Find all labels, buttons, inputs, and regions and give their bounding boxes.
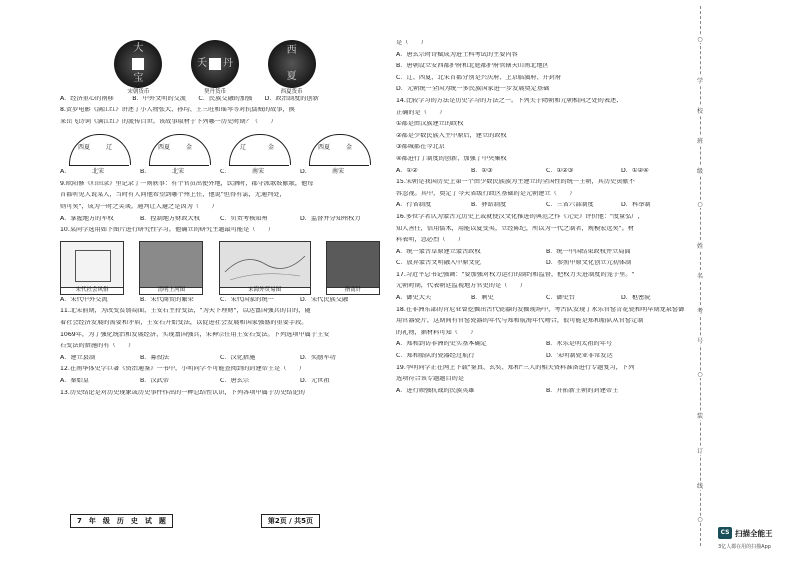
right-column [396, 40, 696, 399]
q9-options: A．掌握地方的军权 B．控制地方财政大权 C．负责考核知州 D．监督并分知州权力 [60, 215, 361, 222]
binding-label: 订 [694, 446, 706, 455]
coin-icon: 大 宝 [114, 40, 162, 88]
q12-options: A．秦始皇 B．汉武帝 C．唐玄宗 D．元世祖 [60, 378, 330, 384]
coin-caption: 契丹货币 [203, 89, 226, 95]
scanner-tagline: 3亿人都在用的扫描App [718, 544, 771, 550]
map-option-b: 西夏 金 北宋 [149, 134, 211, 165]
q14-line: 14.比较学习的方法是历史学习的方法之一。下列关于隋朝和元朝相同之处的表述, [396, 97, 619, 104]
binding-circle: ○ [694, 516, 706, 523]
q14-options: A．①② B．①③ C．①②③ D．①②④ [396, 167, 649, 174]
binding-circle: ○ [694, 371, 706, 378]
q13-option: B．唐朝设立安西都护府和北庭都护府管辖天山南北地区 [396, 63, 549, 70]
q16-options-cd: C．放弃蒙古文明融入中原文化 D．参照中原文化创立元初体制 [396, 260, 632, 267]
q18-options-ab: A．郑和到访非洲的史实基本确定 B．永乐是明太祖的年号 [396, 341, 613, 348]
q15-line: 容忽视。其中，奠定了今天省级行政区基础的是元朝建立（ ） [396, 190, 576, 197]
q14-statement: ③都城都在今北京 [396, 144, 445, 151]
map-option-c: 辽 金 南宋 [229, 134, 291, 165]
binding-label: 校 [694, 106, 706, 115]
page-footer [70, 514, 320, 528]
q11-line: 11.北宋前期，为改变贫弱局面，王安石主持变法，"为天下理财"，以达富国强兵的目的，随 [60, 308, 311, 315]
q13-option: A．唐玄宗时诗赋成为进士科考试的主要内容 [396, 51, 518, 58]
image-compass: 指南针 [326, 241, 380, 295]
q16-line: 16.多位学者认为蒙古元历史上或就使汉文化推进的典范之作《元史》评价他："度量弘广， [396, 213, 644, 220]
exam-title: 7 年 级 历 史 试 题 [70, 514, 173, 528]
q19-options: A．进行顽强抗战的民族英雄 B．开拓新王朝的封建帝王 [396, 387, 619, 394]
q10-line: 10.某同学选用如下图片进行研究性学习，他确立的研究主题最可能是（ ） [60, 227, 275, 234]
q14-statement: ②都是少数民族入主中原后，建立的政权 [396, 132, 507, 139]
q16-line: 知人善任，信用儒术，用能以夏变夷，立经陈纪，所以为一代之制者，规模宏远矣"。材 [396, 225, 634, 232]
q10-images [60, 241, 380, 295]
q16-options-ab: A．统一蒙古草原建立蒙古政权 B．统一中国结束政权并立局面 [396, 248, 631, 255]
page-number: 第2页 / 共5页 [261, 514, 320, 528]
q8-map-letters: A． B． C． D． [60, 169, 311, 176]
q18-line: 18.在非洲东部的肯尼亚曾挖掘出古代瓷器的发掘现场中，考古队发现了永乐官窑青花瓷和明早期龙泉窑御 [396, 306, 685, 313]
q15-line: 15.宋朝是我国历史上第一个由少数民族族为主建立的全国性的统一王朝，其历史贡献不 [396, 179, 635, 186]
scanner-watermark [718, 527, 773, 539]
binding-label: 考 [694, 306, 706, 315]
q10-options: A．宋代中外交流 B．宋代商贸的繁荣 C．宋代国家的统一 D．宋代民族交融 [60, 296, 349, 303]
q13-option: D．元朝统一全国为统一多民族国家进一步发展奠定基础 [396, 86, 550, 93]
q7-options: A．经济重心的南移 B．中外文明的交流 C．民族交融的加强 D．政治制度的创新 [60, 95, 319, 102]
q14-line: 正确的是（ ） [396, 109, 446, 116]
coin-icon: 夭 丹 [191, 40, 239, 88]
q8-line: 来岳飞诗词《满江红》的流传百世。该故事取材于下列哪一历史时期？（ ） [60, 118, 277, 125]
scanner-name: 扫描全能王 [735, 528, 773, 538]
q14-statement: ④都进行了制度的创新，加强了中央集权 [396, 155, 507, 162]
q12-line: 12.在南华体史学巨著《资治通鉴》一书中，小明同学不可能查阅到的封建帝王是（ ） [60, 366, 305, 373]
q17-options: A．御史大夫 B．刺史 C．御史台 D．枢密院 [396, 295, 651, 302]
coin-song [114, 40, 162, 96]
binding-label: 姓 [694, 241, 706, 250]
q11-line: 1069年，为了强化统治和发展经济，实现富国强兵，宋神宗任用王安石变法。下列选项中属于王安 [60, 331, 330, 338]
q13-tail: 是（ ） [396, 40, 427, 46]
q15-options: A．行省制度 B．驿站制度 C．三省六部制度 D．科举制 [396, 202, 651, 209]
q9-line: 首都听见人说某人，当时有人问他希望到哪个州上任，他说"但得有氯，无通判处， [60, 192, 286, 199]
coin-icon: 西 夏 [268, 40, 316, 88]
coin-images [100, 40, 330, 96]
q8-line: 8.贺岁电影《满江红》讲述了小人物张大、孙均、王三旺和瑶琴等对抗懦贼的故事，换 [60, 107, 295, 114]
q9-line: 9.欧阳修《归田录》里记录了一则轶事：有个官员出使外地，饮酒时，郡守派歌妓献歌，他每 [60, 180, 314, 187]
q17-line: 元朝时期，代表朝廷监视地方官吏的是（ ） [396, 283, 526, 290]
q19-line: 19.李明同学正在网上下载"鉴真、玄奘、郑和"三人的相关资料准备进行专题复习，下列 [396, 364, 635, 371]
binding-label: 名 [694, 271, 706, 280]
binding-label: 级 [694, 166, 706, 175]
coin-khitan [191, 40, 239, 96]
camscanner-icon: CS [718, 527, 732, 539]
q19-line: 选项符合该专题题目的是 [396, 376, 465, 383]
map-option-d: 西夏 金 南宋 [309, 134, 371, 165]
binding-label: 装 [694, 411, 706, 420]
binding-circle: ○ [694, 36, 706, 43]
image-song-custom: 宋代社会风俗 [60, 241, 124, 295]
binding-label: 号 [694, 336, 706, 345]
trade-route-icon [220, 242, 310, 286]
q11-line: 着社会经济发展的需要和矛盾，王安石开始变法，以促进社会发展和国家强盛的重要手段。 [60, 320, 308, 327]
binding-label: 学 [694, 76, 706, 85]
q11-options: A．建立县制 B．募役法 C．汉化措施 D．奖励军功 [60, 354, 336, 361]
image-qingming: 清明上河图 [139, 241, 203, 295]
image-trade-map: 宋海外贸易图 [219, 241, 311, 295]
binding-label: 线 [694, 481, 706, 490]
q9-line: 则可矣"，成为一时之笑谈。通判让人避之是因为（ ） [60, 204, 218, 211]
q18-line: 的礼物，据材料可知（ ） [396, 329, 477, 336]
coin-caption: 宋朝货币 [127, 89, 150, 95]
binding-circle: ○ [694, 201, 706, 208]
q17-line: 17.习近平总书记强调："要加强对权力运行的制约和监督，把权力关进制度的笼子里。" [396, 271, 635, 278]
binding-label: 班 [694, 136, 706, 145]
left-column [60, 40, 380, 401]
q13-option: C．辽、西夏、北宋首都分别是兴庆府、上京临潢府、开封府 [396, 74, 562, 81]
q11-line: 石变法的措施的有（ ） [60, 343, 135, 350]
q14-statement: ①都是由汉族建立的政权 [396, 121, 464, 128]
map-option-a: 西夏 辽 北宋 [69, 134, 131, 165]
binding-line [696, 6, 715, 546]
coin-xixia [268, 40, 316, 96]
q18-options-cd: C．郑和船队的瓷器经过航行 D．宋明制瓷业非常发达 [396, 353, 613, 360]
q13-line: 13.历史结论是对历史现象或历史事件作出的一种总结性认识，下列各项中属于历史结论的 [60, 389, 305, 396]
q16-line: 料表明，忽必烈（ ） [396, 237, 465, 244]
coin-caption: 西夏货币 [280, 89, 303, 95]
q18-line: 用官器瓷片，这期间有官窑瓷器的年代与郑和航海年代吻合，很可能是郑和船队从官窑定制 [396, 318, 644, 325]
